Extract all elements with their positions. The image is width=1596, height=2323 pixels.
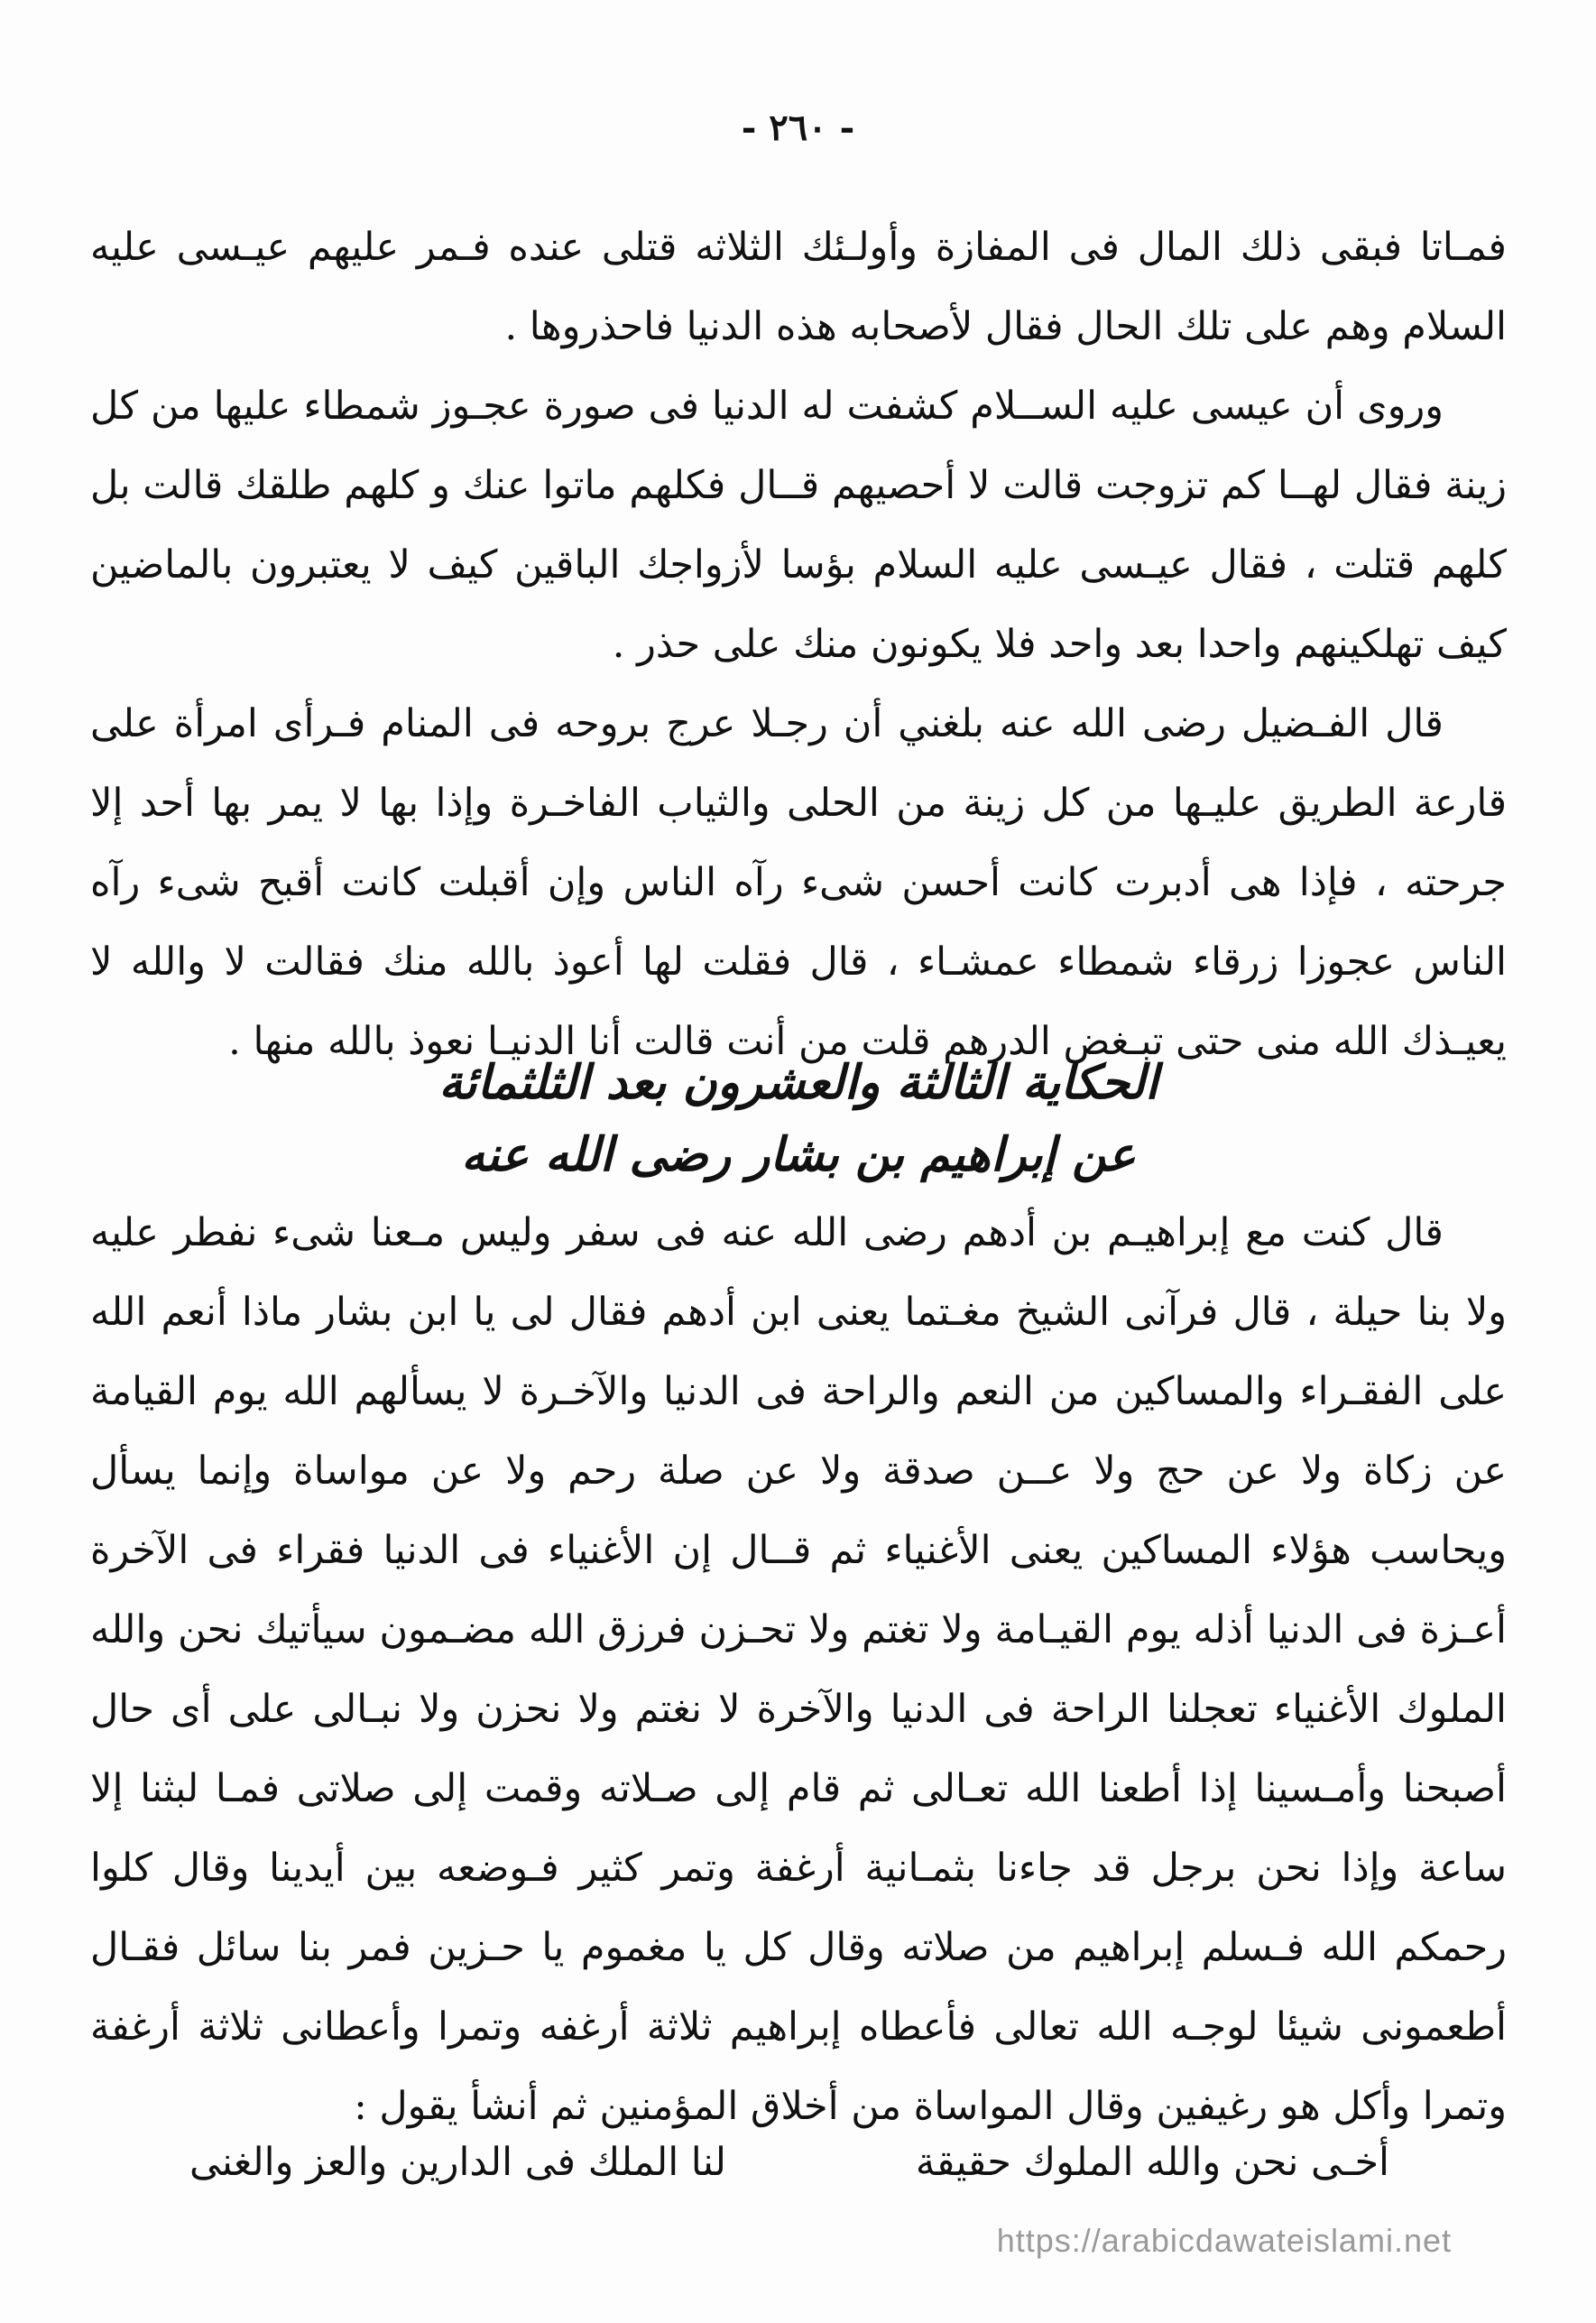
website-watermark: https://arabicdawateislami.net (996, 2222, 1452, 2259)
story-heading-title: الحكاية الثالثة والعشرون بعد الثلثمائة (438, 1056, 1158, 1110)
story-heading-subtitle: عن إبراهيم بن بشار رضى الله عنه (461, 1128, 1136, 1182)
top-text-block (90, 208, 1507, 1081)
paragraph-2: وروى أن عيسى عليه الســلام كشفت له الدنيا فى صورة عجـوز شمطاء عليها من كل زينة فقال لهــا كم تزوجت قالت لا أحصيهم قــال فكلهم ماتوا عنك و كلهم طلقك قالت بل كلهم قتلت ، فقال عيـسى عليه السلام بؤسا لأزواجك الباقين كيف لا يعتبرون بالماضين كيف تهلكينهم واحدا بعد واحد فلا يكونون منك على حذر . (90, 384, 1507, 667)
paragraph-1: فمـاتا فبقى ذلك المال فى المفازة وأولـئك الثلاثه قتلى عنده فـمر عليهم عيـسى عليه السلام وهم على تلك الحال فقال لأصحابه هذه الدنيا فاحذروها . (90, 225, 1507, 349)
page-number: - ٢٦٠ - (741, 106, 855, 149)
paragraph-4: قال كنت مع إبراهيـم بن أدهم رضى الله عنه فى سفر وليس مـعنا شىء نفطر عليه ولا بنا حيلة ، قال فرآنى الشيخ مغـتما يعنى ابن أدهم فقال لى يا ابن بشار ماذا أنعم الله على الفقـراء والمساكين من النعم والراحة فى الدنيا والآخـرة لا يسألهم الله يوم القيامة عن زكاة ولا عن حج ولا عــن صدقة ولا عن صلة رحم ولا عن مواساة وإنما يسأل ويحاسب هؤلاء المساكين يعنى الأغنياء ثم قــال إن الأغنياء فى الدنيا فقراء فى الآخرة أعـزة فى الدنيا أذله يوم القيـامة ولا تغتم ولا تحـزن فرزق الله مضـمون سيأتيك نحن والله الملوك الأغنياء تعجلنا الراحة فى الدنيا والآخرة لا نغتم ولا نحزن ولا نبـالى على أى حال أصبحنا وأمـسينا إذا أطعنا الله تعـالى ثم قام إلى صـلاته وقمت إلى صلاتى فمـا لبثنا إلا ساعة وإذا نحن برجل قد جاءنا بثمـانية أرغفة وتمر كثير فـوضعه بين أيدينا وقال كلوا رحمكم الله فـسلم إبراهيم من صلاته وقال كل يا مغموم يا حـزين فمر بنا سائل فقـال أطعمونى شيئا لوجـه الله تعالى فأعطاه إبراهيم ثلاثة أرغفه وتمرا وأعطانى ثلاثة أرغفة وتمرا وأكل هو رغيفين وقال المواساة من أخلاق المؤمنين ثم أنشأ يقول : (90, 1210, 1507, 2129)
bottom-text-block (90, 1193, 1507, 2146)
verse-second-hemistich: لنا الملك فى الدارين والعز والغنى (189, 2140, 726, 2185)
verse-first-hemistich: أخـى نحن والله الملوك حقيقة (915, 2140, 1389, 2185)
paragraph-3: قال الفـضيل رضى الله عنه بلغني أن رجـلا عرج بروحه فى المنام فـرأى امرأة على قارعة الطريق عليـها من كل زينة من الحلى والثياب الفاخـرة وإذا بها لا يمر بها أحد إلا جرحته ، فإذا هى أدبرت كانت أحسن شىء رآه الناس وإن أقبلت كانت أقبح شىء رآه الناس عجوزا زرقاء شمطاء عمشـاء ، قال فقلت لها أعوذ بالله منك فقالت لا والله لا يعيـذك الله منى حتى تبـغض الدرهم قلت من أنت قالت أنا الدنيـا نعوذ بالله منها . (90, 701, 1507, 1064)
